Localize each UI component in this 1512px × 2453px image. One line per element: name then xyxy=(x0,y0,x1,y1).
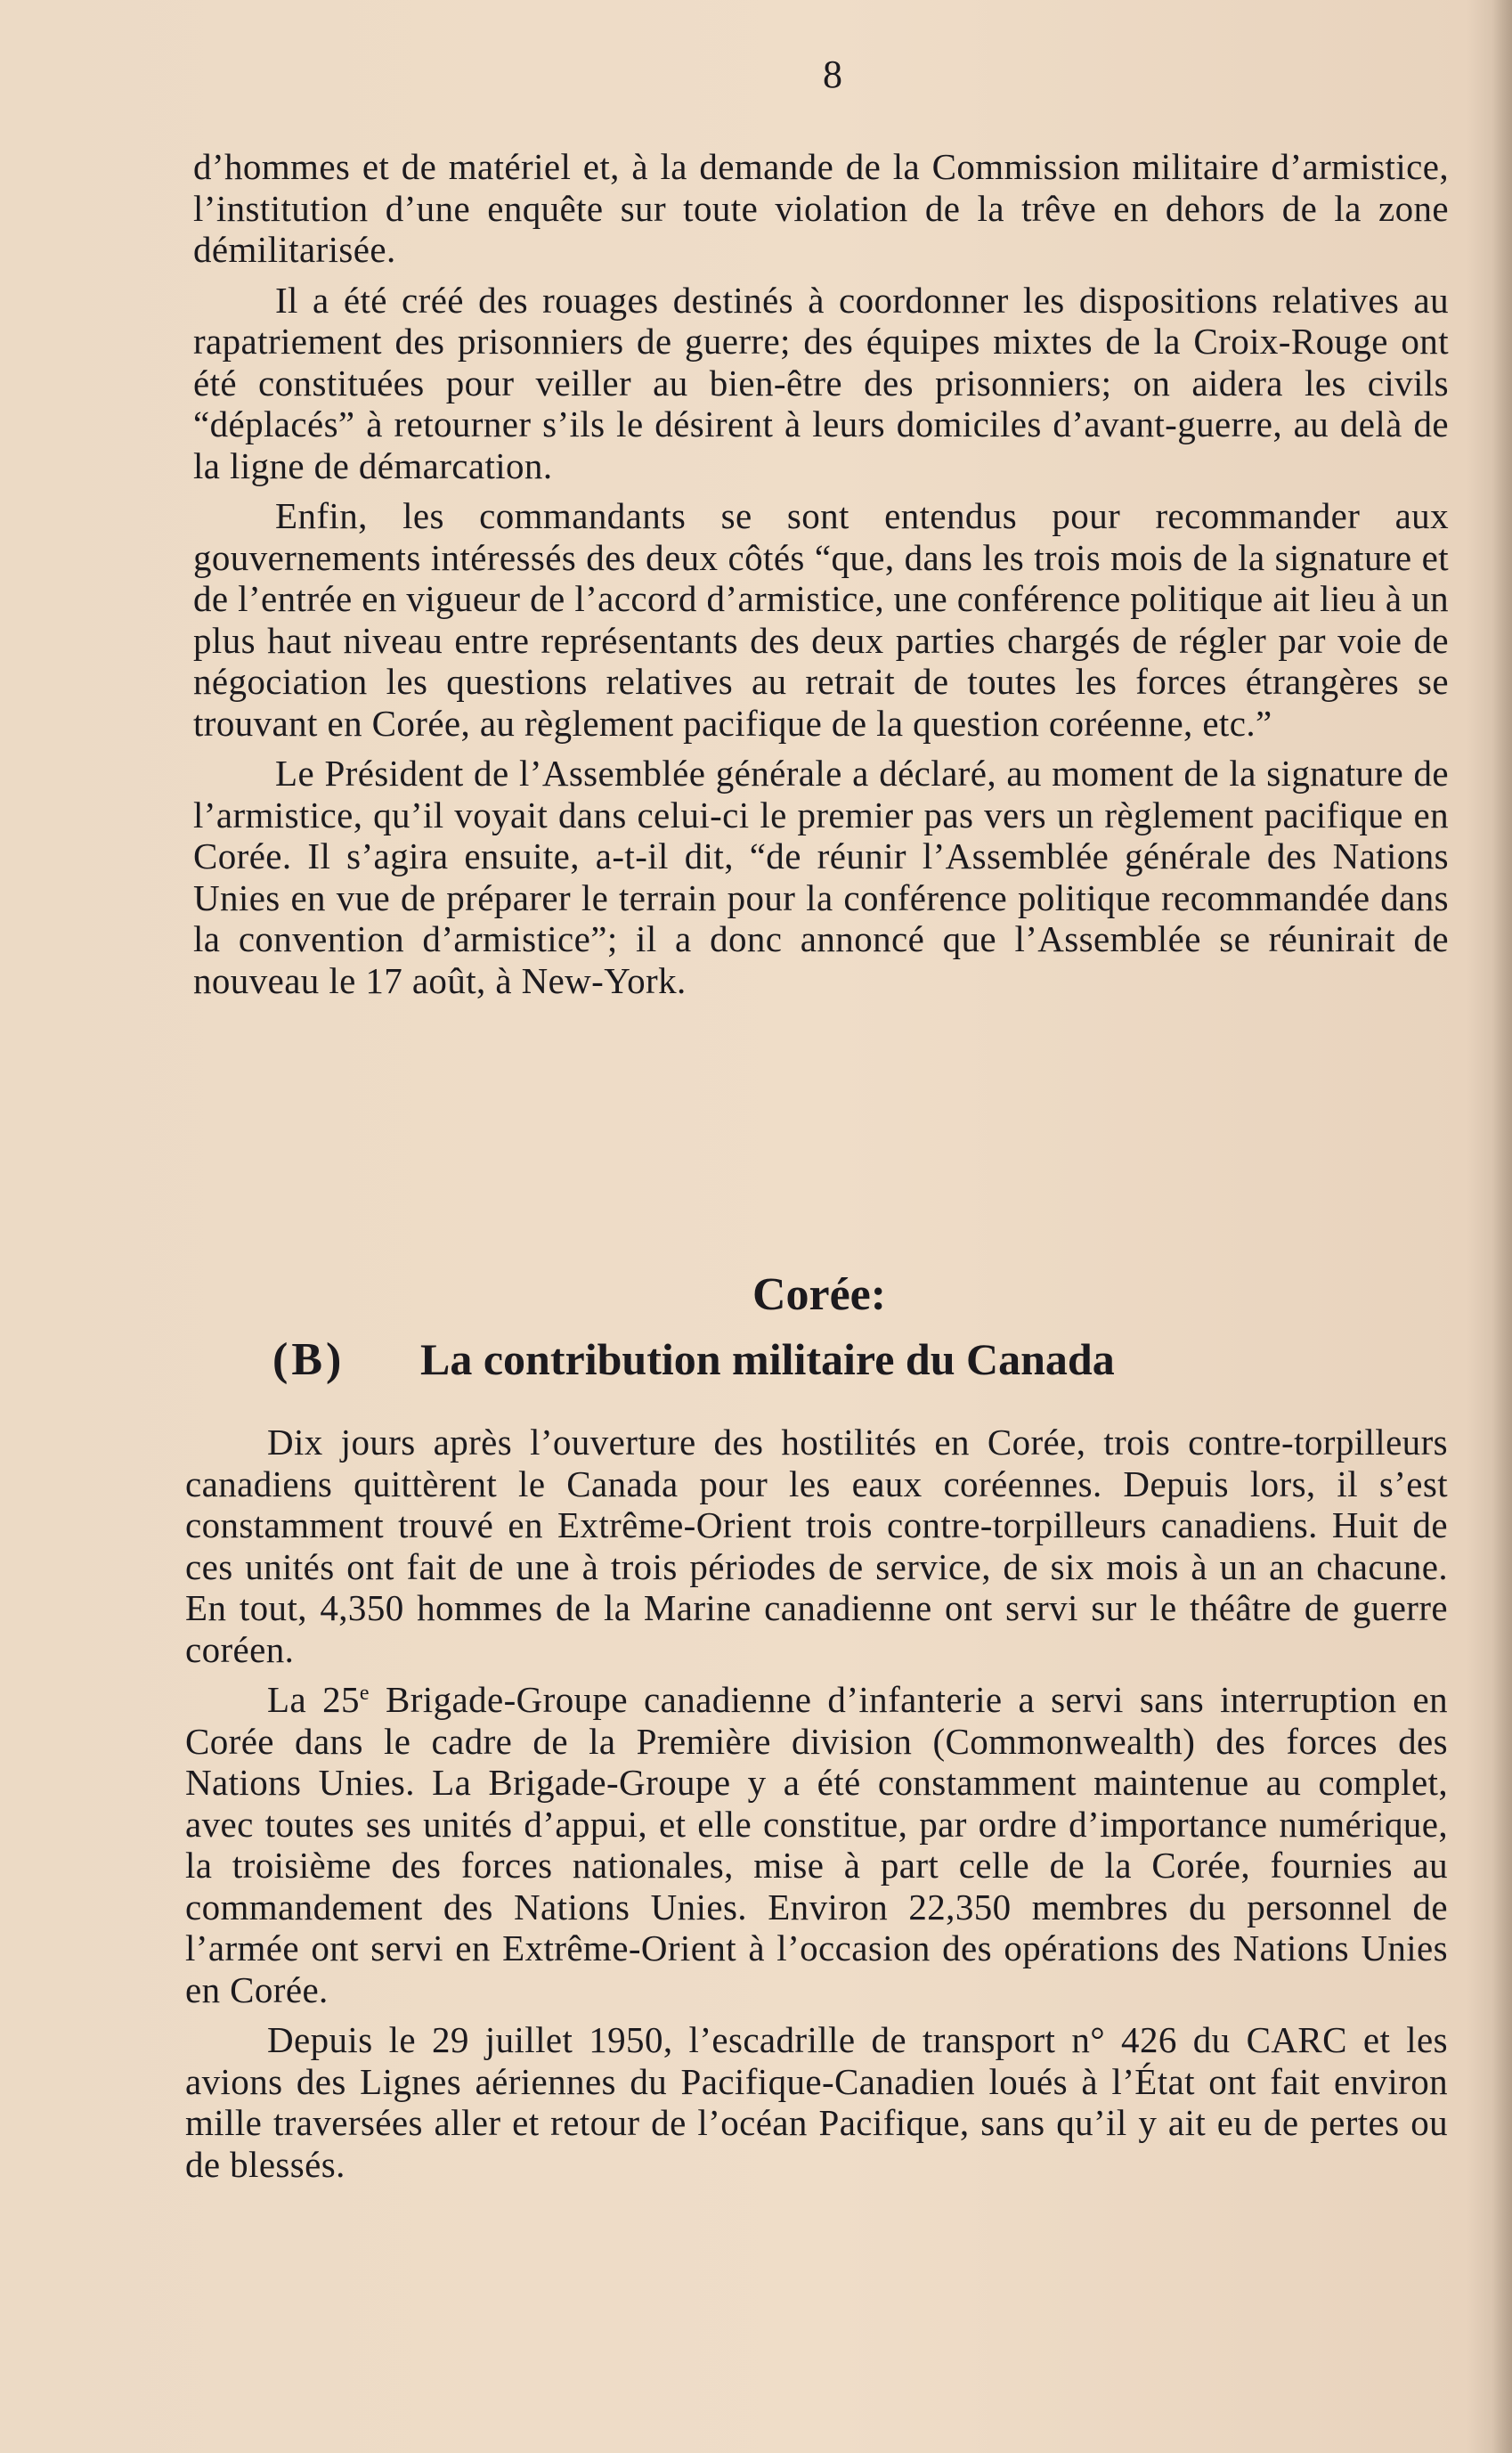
paragraph-conference: Enfin, les commandants se sont entendus pour recommander aux gouvernements intéressés des deux côtés “que, dans les trois mois de la signature et de l’entrée en vigueur de l’accord d’armistice, une conférence politique ait lieu à un plus haut niveau entre représentants des deux parties chargés de régler par voie de négociation les questions relatives au retrait de toutes les forces étrangères se trouvant en Corée, au règlement pacifique de la question coréenne, etc.” xyxy=(193,495,1449,744)
section-label: (B) xyxy=(272,1334,345,1385)
page-number: 8 xyxy=(823,53,842,96)
section-subtitle: La contribution militaire du Canada xyxy=(420,1334,1115,1384)
ordinal-superscript: e xyxy=(359,1682,370,1705)
brigade-text-rest: Brigade-Groupe canadienne d’infanterie a servi sans interruption en Corée dans le cadre de la Première division (Commonwealth) des forces des Nations Unies. La Brigade-Groupe y a été constamment maintenue au complet, avec toutes ses unités d’appui, et elle constitue, par ordre d’importance numérique, la troisième des forces nationales, mise à part celle de la Corée, fournies au commandement des Nations Unies. Environ 22,350 membres du personnel de l’armée ont servi en Extrême-Orient à l’occasion des opérations des Nations Unies en Corée. xyxy=(185,1679,1448,2010)
paragraph-president: Le Président de l’Assemblée générale a déclaré, au moment de la signature de l’armistice, qu’il voyait dans celui-ci le premier pas vers un règlement pacifique en Corée. Il s’agira ensuite, a-t-il dit, “de réunir l’Assemblée générale des Nations Unies en vue de préparer le terrain pour la conférence politique recommandée dans la convention d’armistice”; il a donc annoncé que l’Assemblée se réunirait de nouveau le 17 août, à New-York. xyxy=(193,753,1449,1001)
bottom-text-block xyxy=(185,1422,1448,2185)
paragraph-continuation: d’hommes et de matériel et, à la demande de la Commission militaire d’armistice, l’institution d’une enquête sur toute violation de la trêve en dehors de la zone démilitarisée. xyxy=(193,146,1449,270)
paragraph-marine: Dix jours après l’ouverture des hostilités en Corée, trois contre-torpilleurs canadiens quittèrent le Canada pour les eaux coréennes. Depuis lors, il s’est constamment trouvé en Extrême-Orient trois contre-torpilleurs canadiens. Huit de ces unités ont fait de une à trois périodes de service, de six mois à un an chacune. En tout, 4,350 hommes de la Marine canadienne ont servi sur le théâtre de guerre coréen. xyxy=(185,1422,1448,1670)
paragraph-escadrille: Depuis le 29 juillet 1950, l’escadrille de transport n° 426 du CARC et les avions des Lignes aériennes du Pacifique-Canadien loués à l’État ont fait environ mille traversées aller et retour de l’océan Pacifique, sans qu’il y ait eu de pertes ou de blessés. xyxy=(185,2019,1448,2185)
page-edge-shadow xyxy=(1492,0,1512,2453)
top-text-block xyxy=(193,146,1449,1001)
brigade-text-start: La 25 xyxy=(267,1679,360,1720)
paragraph-rapatriement: Il a été créé des rouages destinés à coordonner les dispositions relatives au rapatriement des prisonniers de guerre; des équipes mixtes de la Croix-Rouge ont été constituées pour veiller au bien-être des prisonniers; on aidera les civils “déplacés” à retourner s’ils le désirent à leurs domiciles d’avant-guerre, au delà de la ligne de démarcation. xyxy=(193,279,1449,486)
section-title: Corée: xyxy=(752,1269,887,1320)
paragraph-brigade xyxy=(185,1679,1448,2010)
